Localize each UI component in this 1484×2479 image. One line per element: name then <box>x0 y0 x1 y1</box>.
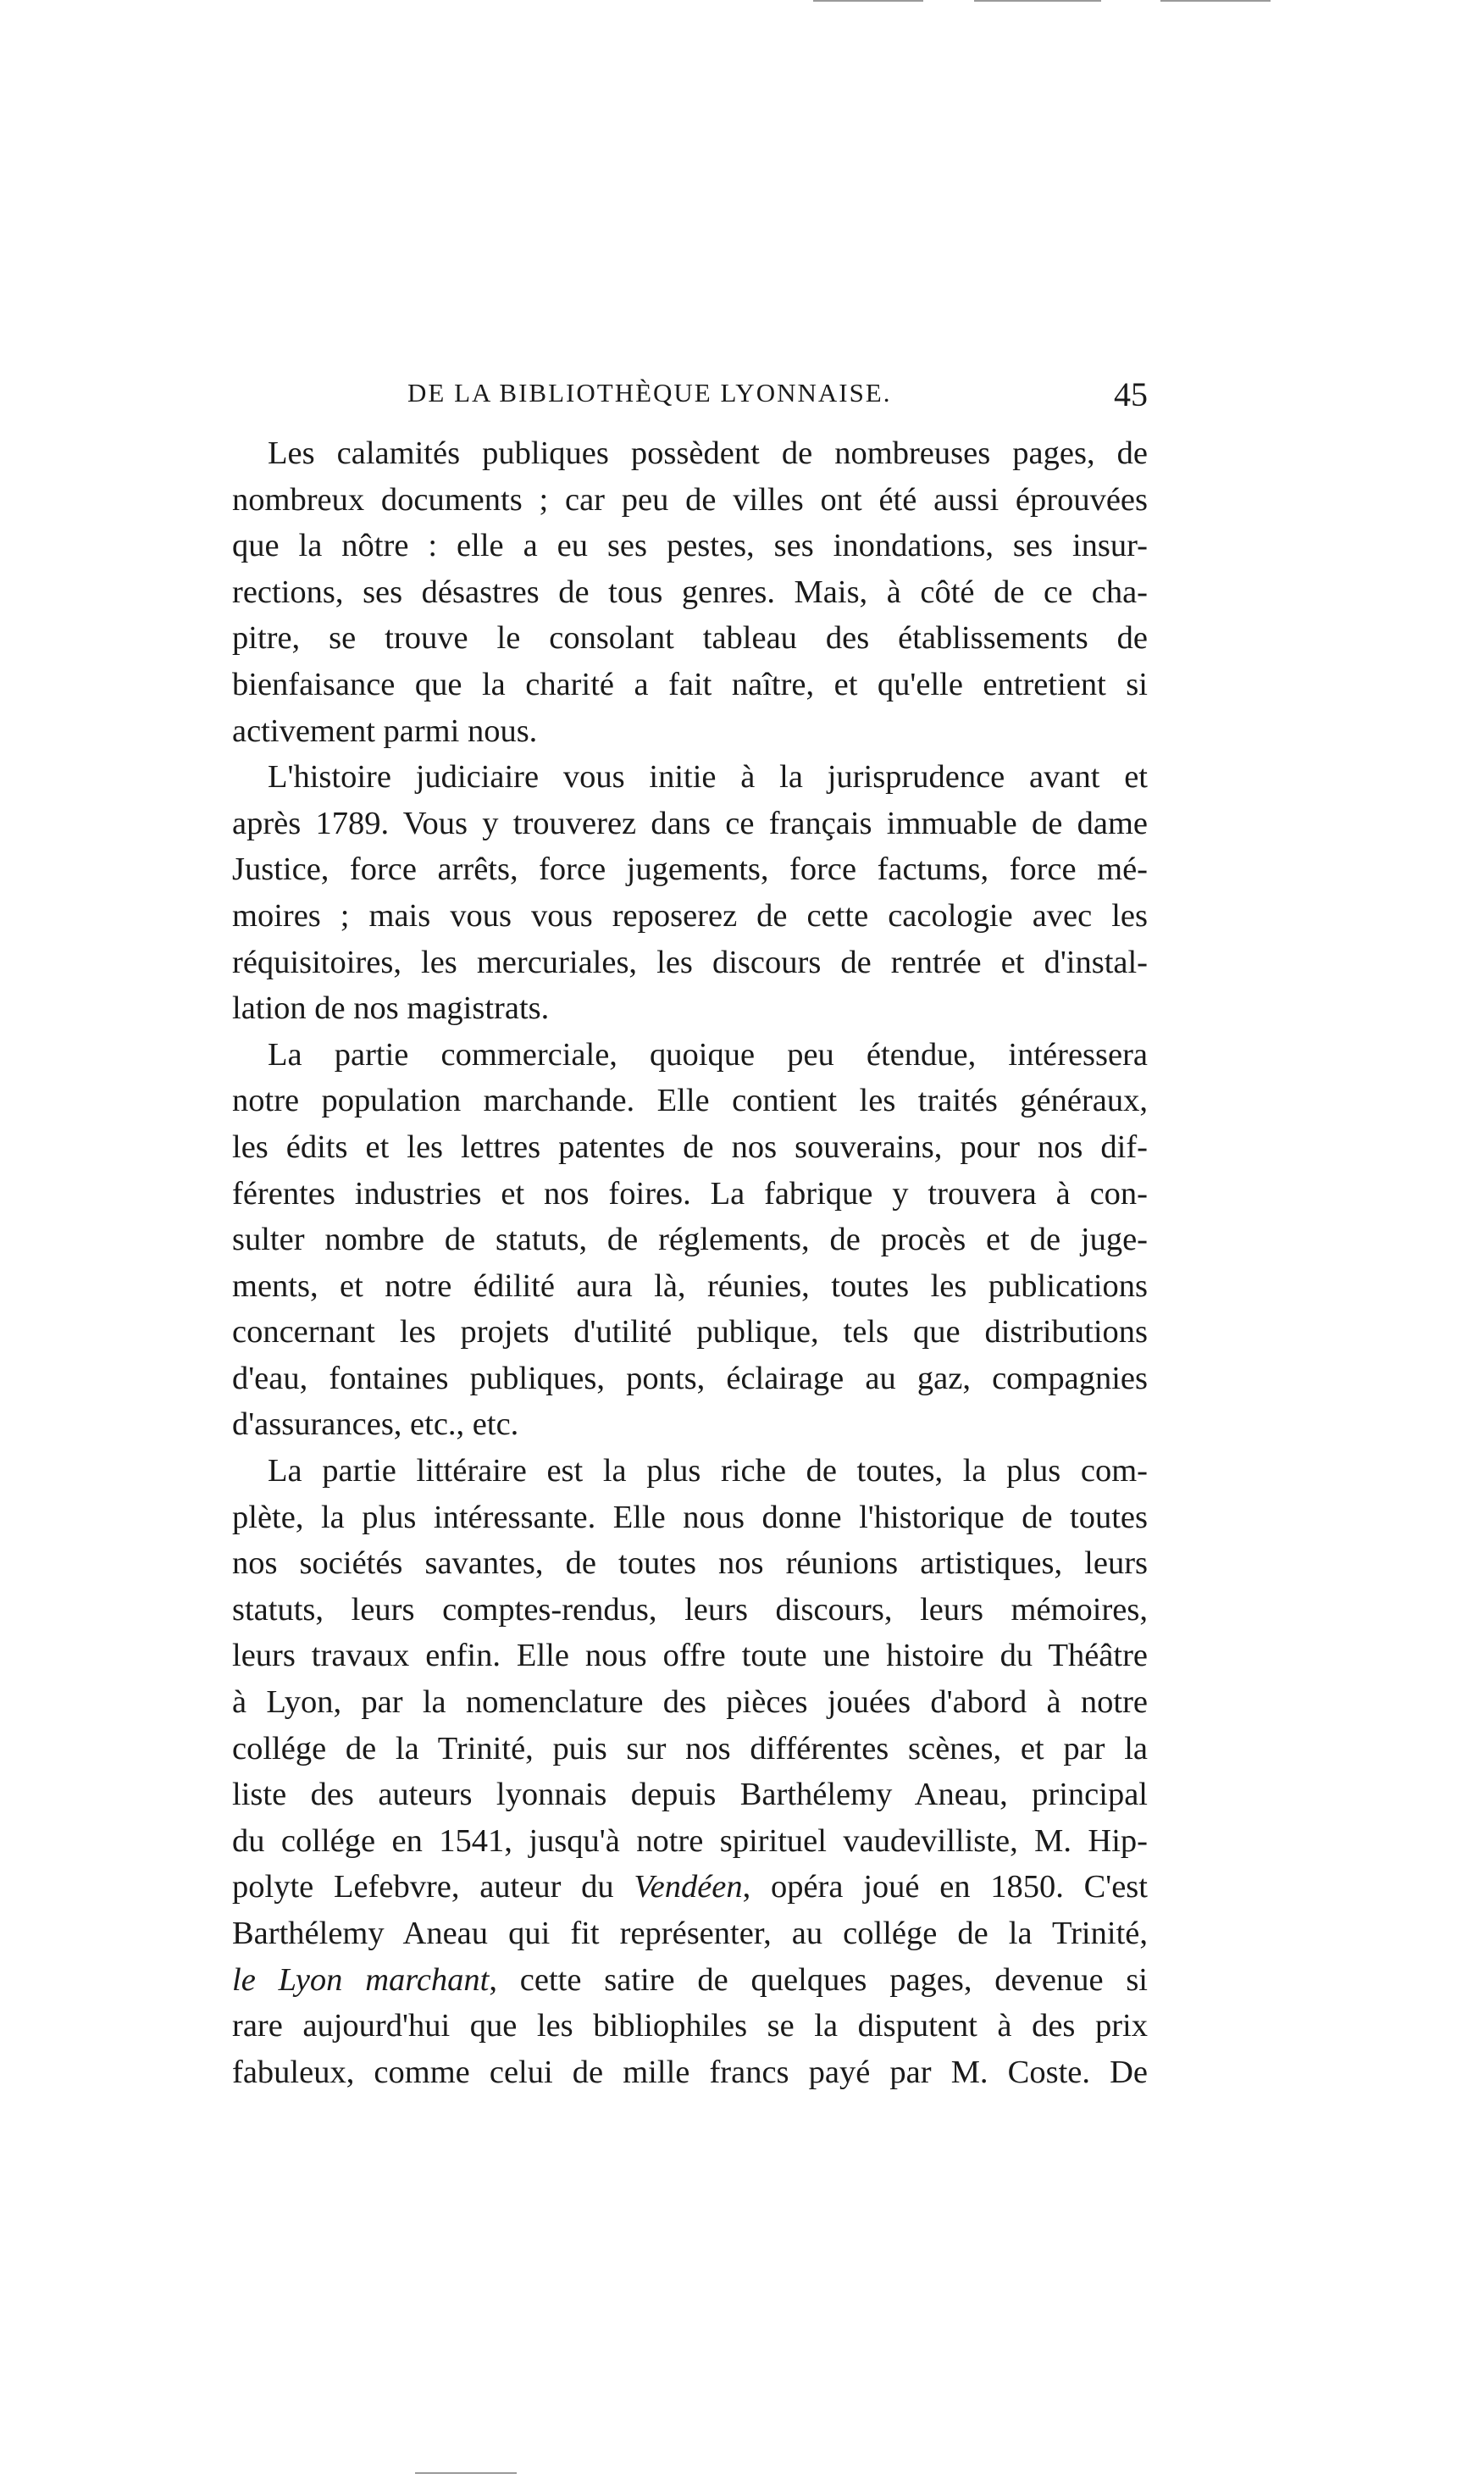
text-line: La partie littéraire est la plus riche de toutes, la plus com- <box>268 1453 1148 1489</box>
text-line: à Lyon, par la nomenclature des pièces jouées d'abord à notre <box>232 1684 1148 1721</box>
italic-title: le Lyon marchant <box>232 1961 490 1998</box>
text-line: Les calamités publiques possèdent de nombreuses pages, de <box>268 435 1148 471</box>
paragraph <box>232 1448 1148 2095</box>
text-line: activement parmi nous. <box>232 713 538 749</box>
text-line: du collége en 1541, jusqu'à notre spirituel vaudevilliste, M. Hip- <box>232 1822 1148 1859</box>
text-line: liste des auteurs lyonnais depuis Barthélemy Aneau, principal <box>232 1777 1148 1813</box>
scan-artifact-top <box>974 0 1101 2</box>
text-line: férentes industries et nos foires. La fabrique y trouvera à con- <box>232 1175 1148 1212</box>
text-line: lation de nos magistrats. <box>232 990 550 1027</box>
text-segment: polyte Lefebvre, auteur du <box>232 1869 634 1905</box>
text-line: d'assurances, etc., etc. <box>232 1406 519 1443</box>
running-title: DE LA BIBLIOTHÈQUE LYONNAISE. <box>407 378 892 408</box>
text-line: collége de la Trinité, puis sur nos différentes scènes, et par la <box>232 1730 1148 1766</box>
text-line: nombreux documents ; car peu de villes ont été aussi éprouvées <box>232 481 1148 518</box>
text-line: réquisitoires, les mercuriales, les discours de rentrée et d'instal- <box>232 944 1148 980</box>
paragraph <box>232 754 1148 1032</box>
text-line: Justice, force arrêts, force jugements, force factums, force mé- <box>232 851 1148 888</box>
text-line: leurs travaux enfin. Elle nous offre toute une histoire du Théâtre <box>232 1638 1148 1674</box>
page-number: 45 <box>1114 375 1148 413</box>
text-segment: , cette satire de quelques pages, devenue si <box>489 1961 1149 1998</box>
text-line: fabuleux, comme celui de mille francs payé par M. Coste. De <box>232 2054 1148 2090</box>
text-line: pitre, se trouve le consolant tableau des établissements de <box>232 620 1148 657</box>
text-line: rections, ses désastres de tous genres. Mais, à côté de ce cha- <box>232 574 1148 610</box>
paragraph <box>232 430 1148 754</box>
text-line: ments, et notre édilité aura là, réunies, toutes les publications <box>232 1267 1148 1304</box>
text-line: moires ; mais vous vous reposerez de cette cacologie avec les <box>232 897 1148 934</box>
text-segment: , opéra joué en 1850. C'est <box>742 1869 1148 1905</box>
text-line <box>232 1864 1148 1911</box>
text-line: rare aujourd'hui que les bibliophiles se la disputent à des prix <box>232 2008 1148 2044</box>
text-line: nos sociétés savantes, de toutes nos réunions artistiques, leurs <box>232 1545 1148 1582</box>
text-line: statuts, leurs comptes-rendus, leurs discours, leurs mémoires, <box>232 1591 1148 1628</box>
text-line: d'eau, fontaines publiques, ponts, éclairage au gaz, compagnies <box>232 1360 1148 1396</box>
page-header <box>232 375 1148 420</box>
page-body <box>232 430 1148 2095</box>
scan-artifact-bottom <box>415 2472 517 2474</box>
text-line: sulter nombre de statuts, de réglements, de procès et de juge- <box>232 1222 1148 1258</box>
scan-artifact-top <box>813 0 923 2</box>
text-line: Barthélemy Aneau qui fit représenter, au collége de la Trinité, <box>232 1916 1148 1951</box>
text-line: bienfaisance que la charité a fait naître, et qu'elle entretient si <box>232 666 1148 702</box>
italic-title: Vendéen <box>634 1869 743 1905</box>
paragraph <box>232 1032 1148 1448</box>
text-line <box>232 1957 1148 2004</box>
text-line: La partie commerciale, quoique peu étendue, intéressera <box>268 1036 1148 1073</box>
text-line: après 1789. Vous y trouverez dans ce français immuable de dame <box>232 805 1148 841</box>
text-line: plète, la plus intéressante. Elle nous donne l'historique de toutes <box>232 1499 1148 1535</box>
text-line: notre population marchande. Elle contient les traités généraux, <box>232 1083 1148 1119</box>
text-line: que la nôtre : elle a eu ses pestes, ses inondations, ses insur- <box>232 528 1148 564</box>
text-line: L'histoire judiciaire vous initie à la jurisprudence avant et <box>268 759 1148 796</box>
text-line: concernant les projets d'utilité publique, tels que distributions <box>232 1314 1148 1350</box>
text-line: les édits et les lettres patentes de nos souverains, pour nos dif- <box>232 1129 1148 1165</box>
scan-artifact-top <box>1160 0 1271 2</box>
